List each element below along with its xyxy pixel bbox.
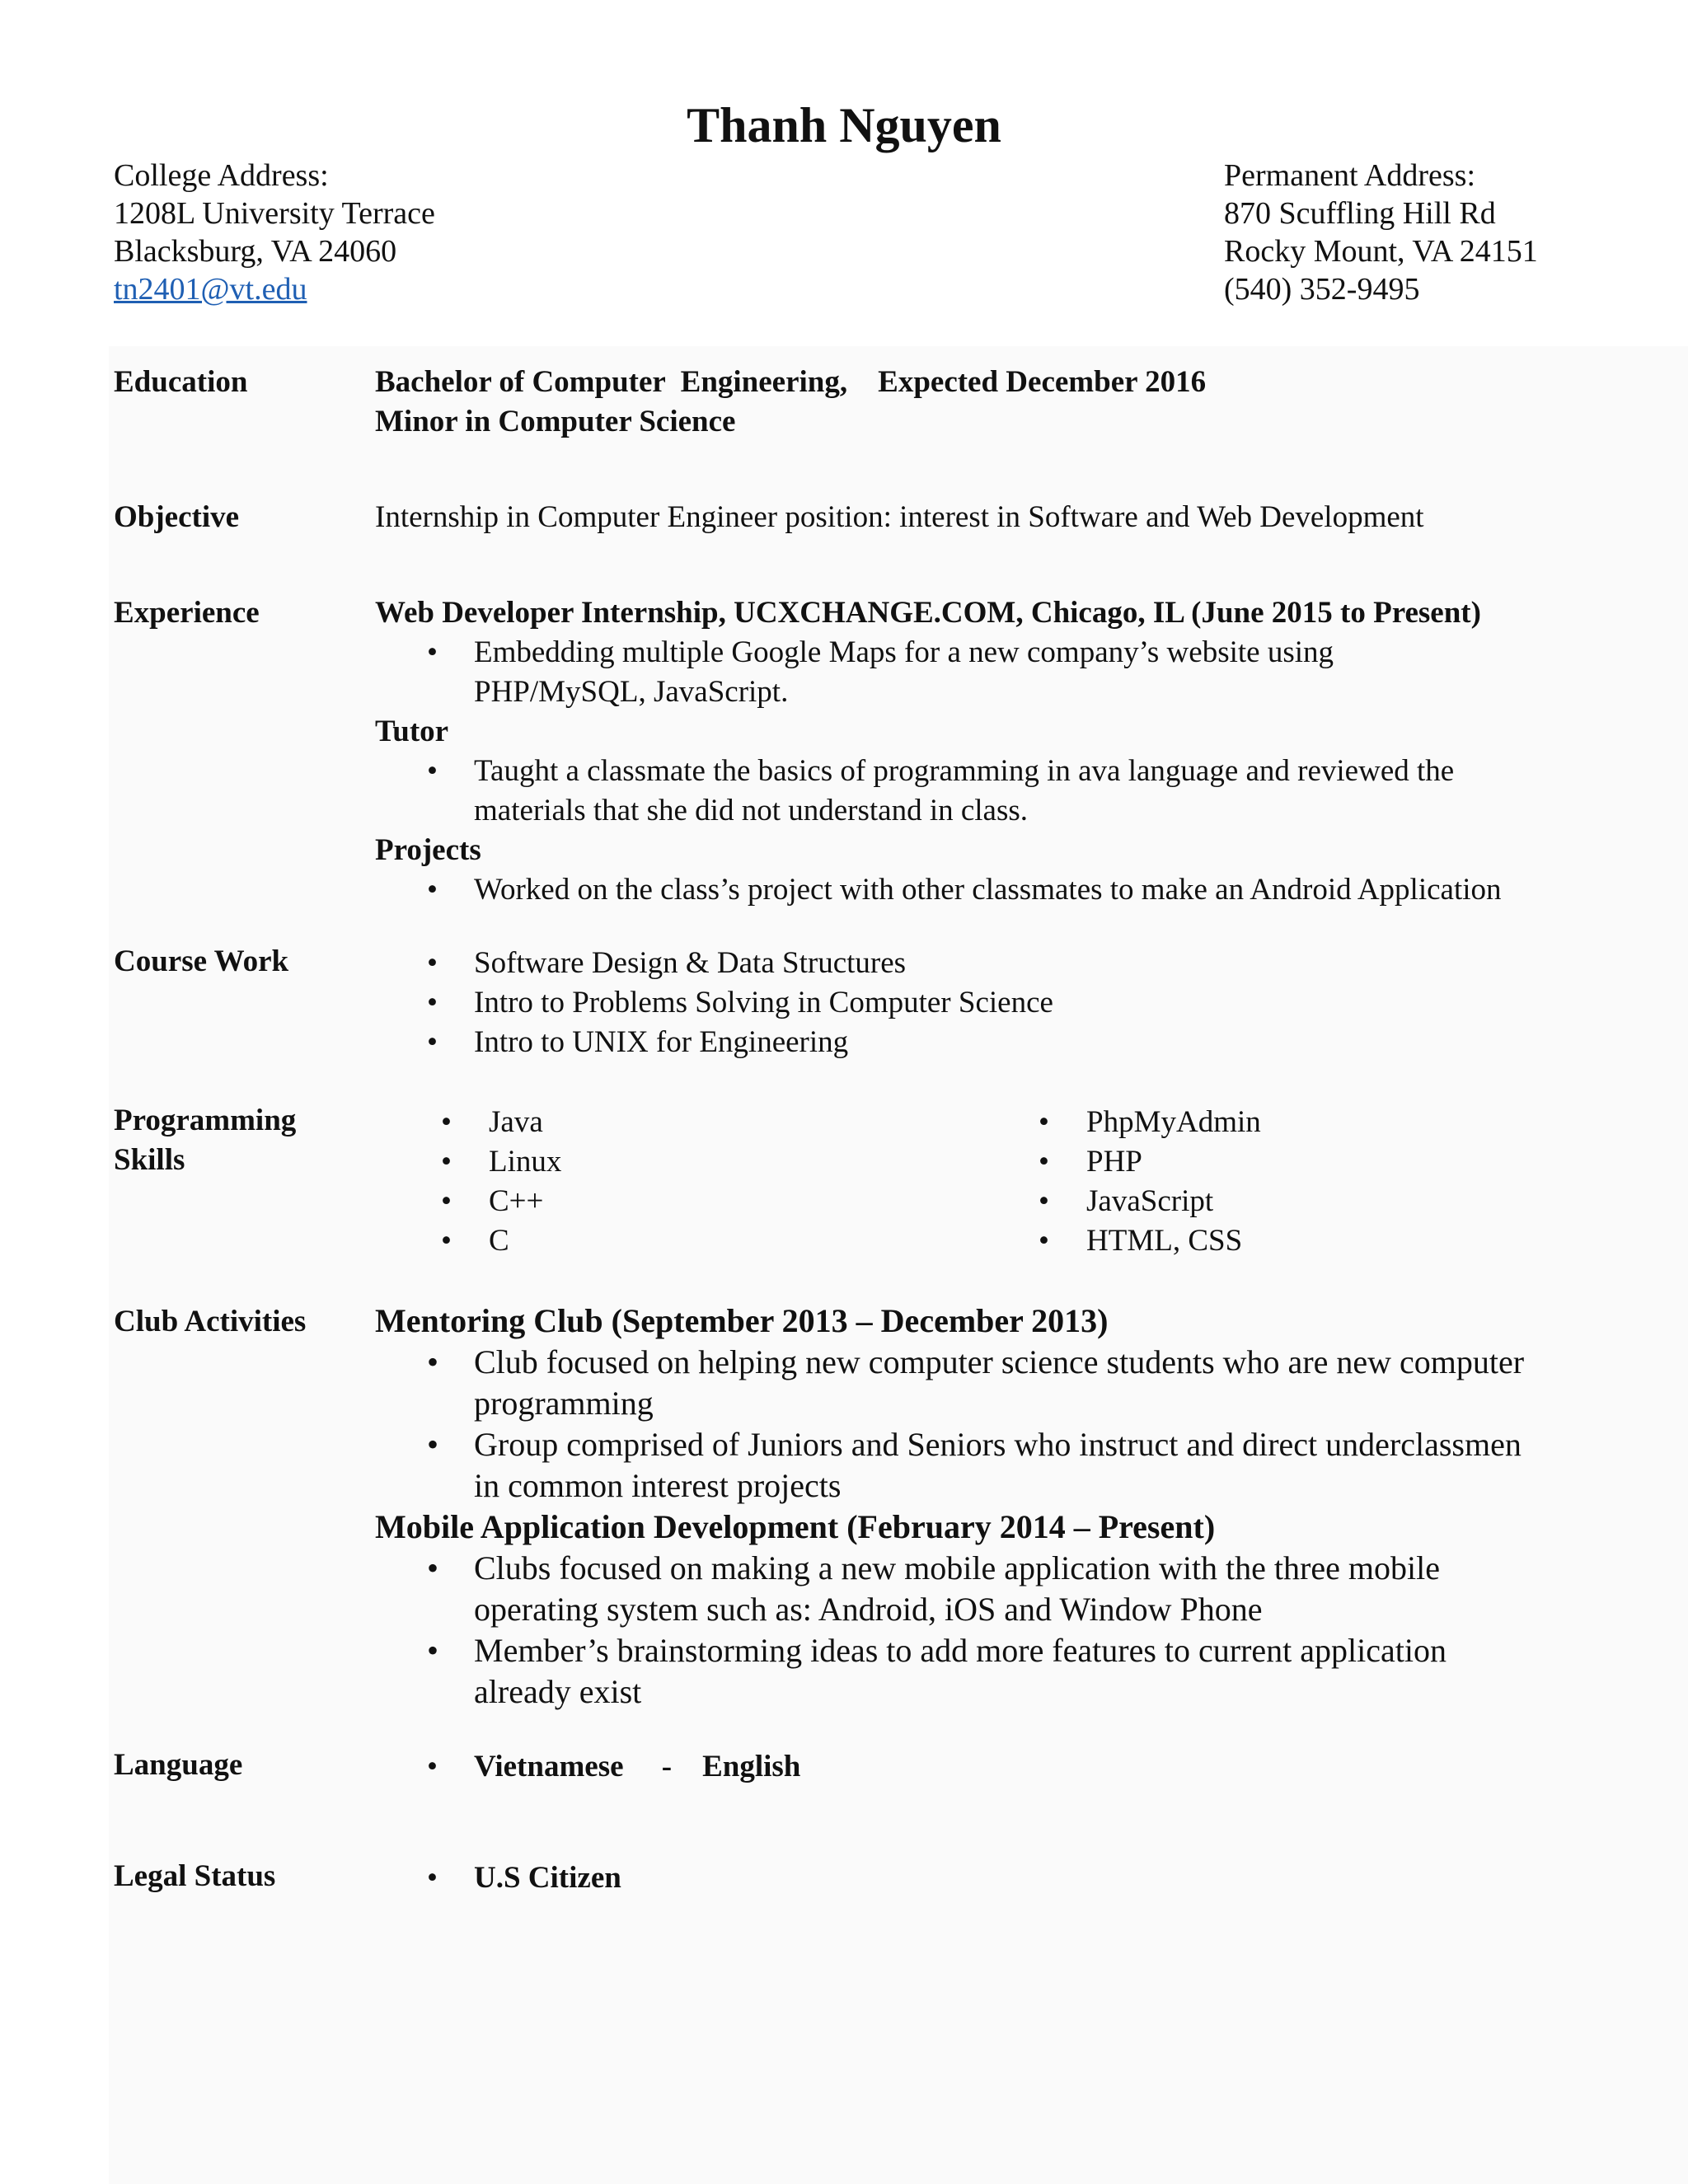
objective-text: Internship in Computer Engineer position: interest in Software and Web Development [375,500,1424,534]
list-item [375,1182,561,1221]
skills-left-column [375,1103,561,1261]
skill-name: PhpMyAdmin [1086,1105,1261,1139]
list-item-continued [375,1465,1524,1507]
skill-name: Java [489,1105,543,1139]
experience-block [375,593,1502,910]
list-item [973,1103,1261,1142]
bullet-text: Member’s brainstorming ideas to add more features to current application [474,1632,1447,1669]
bullet-icon: • [1039,1224,1049,1258]
course-name: Intro to Problems Solving in Computer Science [474,986,1053,1019]
bullet-text: Club focused on helping new computer science students who are new computer [474,1343,1525,1380]
list-item [973,1142,1261,1182]
list-item [375,1103,561,1142]
list-item [375,944,1053,983]
college-address-line2: Blacksburg, VA 24060 [114,234,397,269]
bullet-text: programming [474,1385,654,1422]
skill-name: C++ [489,1184,544,1218]
list-item [973,1182,1261,1221]
job-title-web-developer: Web Developer Internship, UCXCHANGE.COM, Chicago, IL (June 2015 to Present) [375,596,1481,630]
bullet-icon: • [427,1343,439,1380]
list-item [375,1221,561,1261]
permanent-address [1224,157,1538,308]
list-item [375,870,1502,910]
clubs-block [375,1301,1524,1713]
list-item-continued [375,1383,1524,1424]
bullet-text: operating system such as: Android, iOS and Window Phone [474,1591,1263,1628]
bullet-text: Taught a classmate the basics of programming in ava language and reviewed the [474,754,1455,788]
list-item-continued [375,791,1502,831]
bullet-icon: • [1039,1184,1049,1218]
skill-name: JavaScript [1086,1184,1214,1218]
section-skills-label [114,1101,296,1180]
list-item [375,1630,1524,1671]
bullet-icon: • [441,1184,452,1218]
list-item-continued [375,673,1502,712]
list-item [375,1023,1053,1062]
section-skills-label-line2: Skills [114,1143,185,1177]
section-language-label: Language [114,1748,243,1782]
bullet-icon: • [427,635,438,669]
coursework-block [375,944,1053,1062]
education-block [375,363,1206,442]
bullet-text: Clubs focused on making a new mobile application with the three mobile [474,1549,1440,1586]
bullet-icon: • [427,1750,438,1783]
language-block [375,1747,800,1787]
email-link[interactable]: tn2401@vt.edu [114,272,307,307]
list-item [375,1142,561,1182]
section-skills-label-line1: Programming [114,1104,297,1137]
permanent-address-line1: 870 Scuffling Hill Rd [1224,196,1496,231]
list-item [375,1342,1524,1383]
bullet-text: Embedding multiple Google Maps for a new company’s website using [474,635,1334,669]
bullet-icon: • [427,1632,439,1669]
bullet-icon: • [427,1549,439,1586]
college-address-line1: 1208L University Terrace [114,196,435,231]
skill-name: PHP [1086,1145,1142,1179]
bullet-icon: • [441,1224,452,1258]
permanent-address-label: Permanent Address: [1224,158,1476,193]
bullet-icon: • [427,946,438,980]
language-text: Vietnamese - English [474,1750,801,1783]
list-item [375,1747,800,1787]
list-item-continued [375,1671,1524,1713]
club-title-mobile: Mobile Application Development (February 2014 – Present) [375,1508,1216,1545]
skill-name: HTML, CSS [1086,1224,1243,1258]
club-title-mentoring: Mentoring Club (September 2013 – December 2013) [375,1302,1109,1339]
bullet-text: Group comprised of Juniors and Seniors who instruct and direct underclassmen [474,1426,1522,1463]
list-item [375,1424,1524,1465]
college-address-label: College Address: [114,158,329,193]
legal-block [375,1858,621,1898]
list-item [375,1548,1524,1589]
section-experience-label: Experience [114,596,260,630]
bullet-icon: • [441,1105,452,1139]
list-item [375,983,1053,1023]
bullet-icon: • [427,986,438,1019]
section-education-label: Education [114,365,248,399]
list-item [375,752,1502,791]
section-clubs-label: Club Activities [114,1305,307,1338]
course-name: Intro to UNIX for Engineering [474,1025,849,1059]
skill-name: Linux [489,1145,562,1179]
candidate-name: Thanh Nguyen [687,98,1001,152]
degree: Bachelor of Computer Engineering, Expected December 2016 [375,365,1207,399]
bullet-icon: • [427,1861,438,1895]
minor: Minor in Computer Science [375,405,736,438]
list-item-continued [375,1589,1524,1630]
skills-right-column [973,1103,1261,1261]
permanent-address-line2: Rocky Mount, VA 24151 [1224,234,1538,269]
section-objective-label: Objective [114,500,240,534]
bullet-icon: • [427,754,438,788]
bullet-icon: • [1039,1145,1049,1179]
objective-block [375,498,1424,537]
bullet-icon: • [427,873,438,907]
bullet-icon: • [1039,1105,1049,1139]
college-address [114,157,435,308]
job-title-tutor: Tutor [375,715,449,748]
legal-status-text: U.S Citizen [474,1861,621,1895]
list-item [973,1221,1261,1261]
skill-name: C [489,1224,509,1258]
bullet-text: PHP/MySQL, JavaScript. [474,675,789,709]
phone-number: (540) 352-9495 [1224,272,1420,307]
section-legal-label: Legal Status [114,1859,276,1893]
bullet-text: Worked on the class’s project with other classmates to make an Android Application [474,873,1502,907]
bullet-text: already exist [474,1673,642,1710]
section-coursework-label: Course Work [114,944,289,978]
bullet-text: in common interest projects [474,1467,842,1504]
course-name: Software Design & Data Structures [474,946,907,980]
list-item [375,633,1502,673]
job-title-projects: Projects [375,833,481,867]
bullet-text: materials that she did not understand in class. [474,794,1029,827]
list-item [375,1858,621,1898]
bullet-icon: • [427,1025,438,1059]
bullet-icon: • [427,1426,439,1463]
bullet-icon: • [441,1145,452,1179]
